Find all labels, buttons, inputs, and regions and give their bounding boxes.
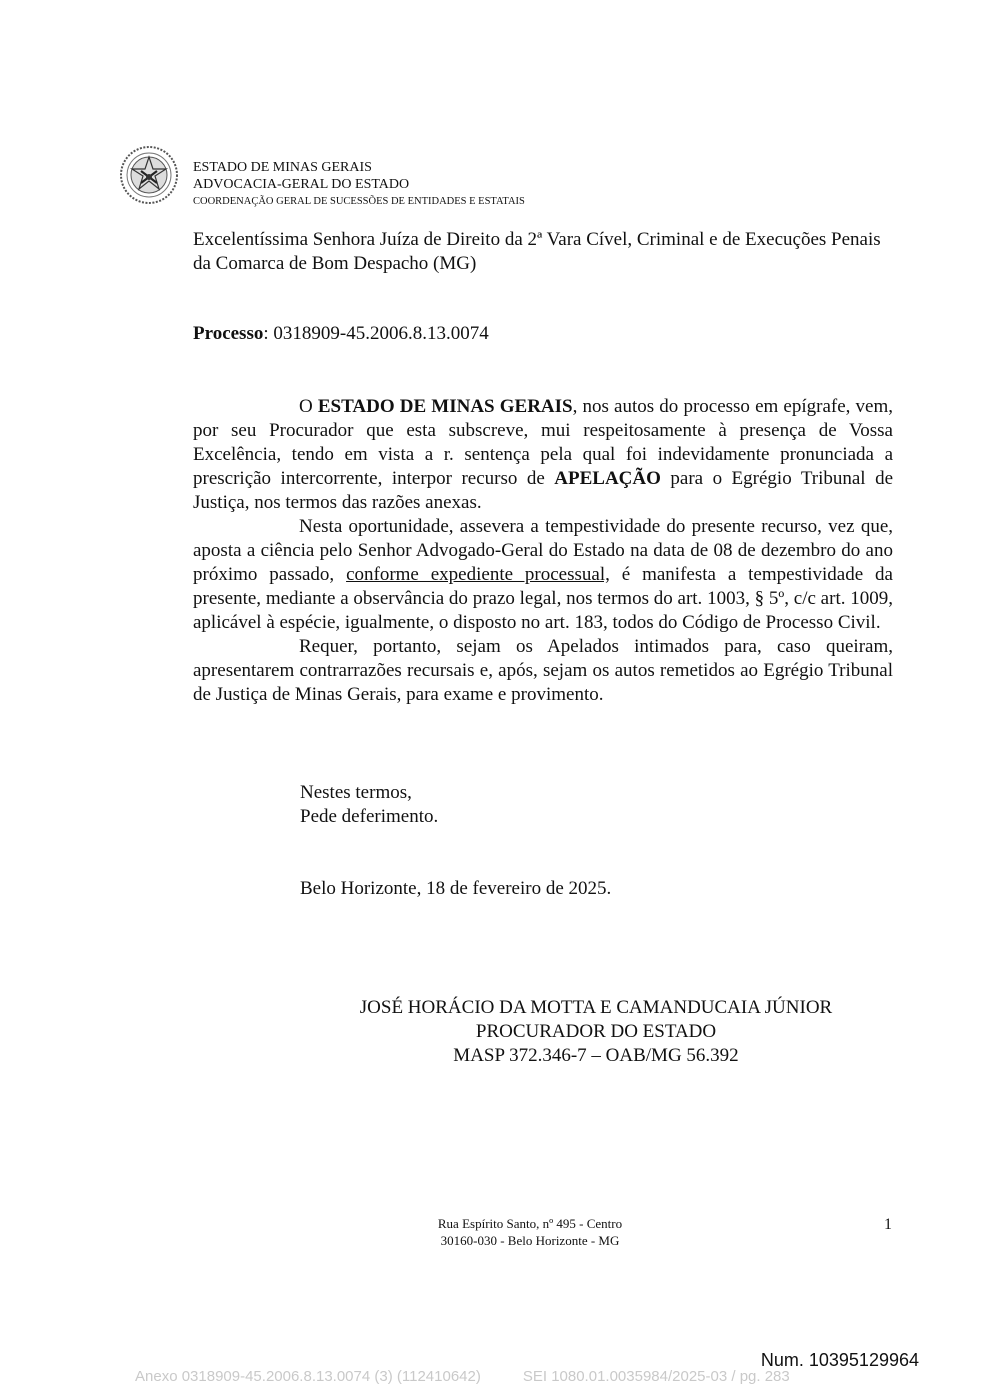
main-text [193,395,893,707]
closing-line-2: Pede deferimento. [300,806,439,827]
annex-id: Anexo 0318909-45.2006.8.13.0074 (3) (112410642) [135,1368,481,1385]
signer-title: PROCURADOR DO ESTADO [475,1021,717,1042]
signer-ids: MASP 372.346-7 – OAB/MG 56.392 [453,1045,739,1066]
document-num: Num. 10395129964 [760,1350,919,1370]
p2-post: é manifesta a tempestividade da presente, mediante a observância do prazo legal, nos termos do art. 1003, § 5º, c/c art. 1009, aplicável à espécie, igualmente, o disposto no art. 183, todos do Código de Processo Civil. [193,564,893,633]
footer-address [380,1215,680,1249]
page-number: 1 [884,1216,892,1233]
signature-block [300,996,892,1068]
closing [300,781,800,829]
p1-mid: , nos autos do processo em epígrafe, vem, por seu Procurador que esta subscreve, mui respeitosamente à presença de Vossa Excelência, tendo em vista a r. sentença pela qual foi indevidamente pronunciada a prescrição intercorrente, interpor recurso de [193,396,894,489]
p2-pre: Nesta oportunidade, assevera a tempestividade do presente recurso, vez que, aposta a ciência pelo Senhor Advogado-Geral do Estado na data de 08 de dezembro do ano próximo passado, [193,516,893,585]
addressee: Excelentíssima Senhora Juíza de Direito da 2ª Vara Cível, Criminal e de Execuções Penais da Comarca de Bom Despacho (MG) [193,229,881,274]
header-state: ESTADO DE MINAS GERAIS [193,160,372,175]
p2-underlined: conforme expediente processual, [346,564,610,585]
p1-state-name: ESTADO DE MINAS GERAIS [317,396,573,417]
p1-appeal: APELAÇÃO [554,468,661,489]
process-value: : 0318909-45.2006.8.13.0074 [263,323,489,344]
annex-reference [135,1368,790,1385]
date-place: Belo Horizonte, 18 de fevereiro de 2025. [300,878,612,899]
p1-post: para o Egrégio Tribunal de Justiça, nos termos das razões anexas. [193,468,894,513]
paragraph-2 [193,515,893,635]
process-label: Processo [193,323,264,344]
process-number [193,322,893,346]
coat-of-arms-icon [119,145,179,205]
signer-name: JOSÉ HORÁCIO DA MOTTA E CAMANDUCAIA JÚNIOR [359,997,833,1018]
footer-address-line-2: 30160-030 - Belo Horizonte - MG [440,1233,620,1248]
paragraph-1 [193,395,893,515]
closing-line-1: Nestes termos, [300,782,412,803]
p1-pre: O [299,396,318,417]
sei-reference: SEI 1080.01.0035984/2025-03 / pg. 283 [522,1368,790,1385]
paragraph-3: Requer, portanto, sejam os Apelados intimados para, caso queiram, apresentarem contrarrazões recursais e, após, sejam os autos remetidos ao Egrégio Tribunal de Justiça de Minas Gerais, para exame e provimento. [193,636,893,705]
footer-address-line-1: Rua Espírito Santo, nº 495 - Centro [437,1216,623,1231]
header-agency: ADVOCACIA-GERAL DO ESTADO [193,177,410,192]
header-coordination: COORDENAÇÃO GERAL DE SUCESSÕES DE ENTIDADES E ESTATAIS [193,196,525,207]
